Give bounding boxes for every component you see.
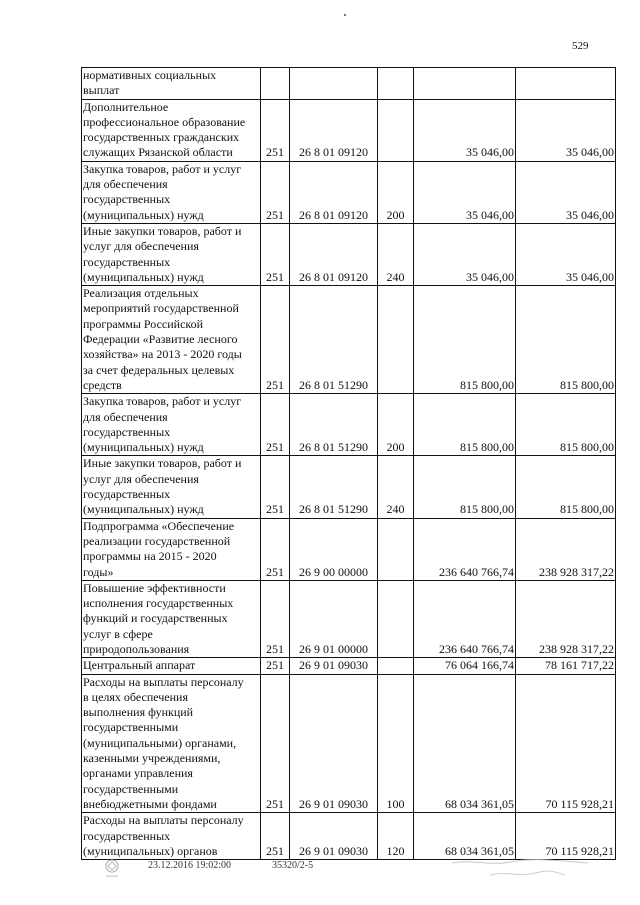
table-row — [82, 68, 616, 100]
page-number: 529 — [572, 40, 589, 52]
cell-sum-2017: 236 640 766,74 — [414, 580, 516, 657]
table-row — [82, 161, 616, 223]
cell-target-article — [290, 68, 378, 100]
cell-admin-code: 251 — [261, 161, 290, 223]
table-row — [82, 674, 616, 813]
cell-target-article: 26 9 01 09030 — [290, 674, 378, 813]
cell-admin-code: 251 — [261, 223, 290, 285]
cell-sum-2017: 815 800,00 — [414, 286, 516, 394]
cell-sum-2018: 70 115 928,21 — [516, 674, 616, 813]
table-row — [82, 99, 616, 161]
cell-sum-2017: 815 800,00 — [414, 456, 516, 518]
footer-code: 35320/2-5 — [272, 860, 314, 871]
scan-dot — [344, 14, 346, 16]
table-row — [82, 394, 616, 456]
cell-sum-2017 — [414, 68, 516, 100]
cell-sum-2018: 70 115 928,21 — [516, 813, 616, 860]
cell-expense-type: 240 — [378, 456, 414, 518]
table-row — [82, 223, 616, 285]
stamp-icon — [102, 857, 122, 879]
cell-admin-code: 251 — [261, 518, 290, 580]
cell-target-article: 26 8 01 51290 — [290, 286, 378, 394]
cell-target-article: 26 9 01 09030 — [290, 813, 378, 860]
cell-sum-2017: 236 640 766,74 — [414, 518, 516, 580]
cell-expense-type: 200 — [378, 394, 414, 456]
budget-table-body — [82, 68, 616, 860]
cell-name: Иные закупки товаров, работ и услуг для обеспечения государственных (муниципальных) нужд — [82, 456, 261, 518]
table-row — [82, 580, 616, 657]
cell-sum-2017: 76 064 166,74 — [414, 658, 516, 674]
cell-name: Подпрограмма «Обеспечение реализации государственной программы на 2015 - 2020 годы» — [82, 518, 261, 580]
cell-target-article: 26 8 01 09120 — [290, 223, 378, 285]
cell-sum-2018: 815 800,00 — [516, 456, 616, 518]
cell-sum-2018 — [516, 68, 616, 100]
cell-target-article: 26 9 01 09030 — [290, 658, 378, 674]
cell-expense-type — [378, 99, 414, 161]
cell-expense-type — [378, 518, 414, 580]
cell-expense-type: 120 — [378, 813, 414, 860]
cell-name: нормативных социальных выплат — [82, 68, 261, 100]
cell-expense-type — [378, 658, 414, 674]
cell-sum-2017: 35 046,00 — [414, 99, 516, 161]
table-row — [82, 518, 616, 580]
cell-target-article: 26 8 01 09120 — [290, 99, 378, 161]
cell-target-article: 26 9 01 00000 — [290, 580, 378, 657]
footer-date: 23.12.2016 19:02:00 — [148, 860, 232, 871]
cell-target-article: 26 8 01 51290 — [290, 456, 378, 518]
budget-table — [81, 67, 616, 860]
cell-admin-code: 251 — [261, 394, 290, 456]
cell-sum-2017: 35 046,00 — [414, 161, 516, 223]
cell-expense-type: 200 — [378, 161, 414, 223]
cell-admin-code: 251 — [261, 813, 290, 860]
table-row — [82, 286, 616, 394]
cell-sum-2017: 68 034 361,05 — [414, 674, 516, 813]
cell-admin-code: 251 — [261, 286, 290, 394]
cell-name: Расходы на выплаты персоналу государственных (муниципальных) органов — [82, 813, 261, 860]
cell-admin-code: 251 — [261, 658, 290, 674]
table-row — [82, 658, 616, 674]
cell-expense-type — [378, 286, 414, 394]
cell-sum-2018: 238 928 317,22 — [516, 518, 616, 580]
cell-sum-2017: 35 046,00 — [414, 223, 516, 285]
cell-sum-2018: 35 046,00 — [516, 99, 616, 161]
cell-sum-2018: 238 928 317,22 — [516, 580, 616, 657]
cell-name: Закупка товаров, работ и услуг для обеспечения государственных (муниципальных) нужд — [82, 394, 261, 456]
cell-admin-code: 251 — [261, 674, 290, 813]
cell-name: Расходы на выплаты персоналу в целях обеспечения выполнения функций государственными (муниципальными) органами, казенными учреждениями, органами управления государственными внебюджетными фондами — [82, 674, 261, 813]
cell-sum-2018: 35 046,00 — [516, 161, 616, 223]
cell-name: Центральный аппарат — [82, 658, 261, 674]
cell-sum-2017: 68 034 361,05 — [414, 813, 516, 860]
cell-target-article: 26 8 01 51290 — [290, 394, 378, 456]
table-row — [82, 456, 616, 518]
cell-admin-code: 251 — [261, 580, 290, 657]
cell-name: Реализация отдельных мероприятий государственной программы Российской Федерации «Развитие лесного хозяйства» на 2013 - 2020 годы за счет федеральных целевых средств — [82, 286, 261, 394]
cell-sum-2018: 815 800,00 — [516, 394, 616, 456]
cell-sum-2018: 815 800,00 — [516, 286, 616, 394]
cell-admin-code — [261, 68, 290, 100]
cell-expense-type: 240 — [378, 223, 414, 285]
cell-name: Закупка товаров, работ и услуг для обеспечения государственных (муниципальных) нужд — [82, 161, 261, 223]
cell-expense-type — [378, 68, 414, 100]
cell-expense-type — [378, 580, 414, 657]
faint-signature-mark — [450, 857, 590, 881]
table-row — [82, 813, 616, 860]
cell-admin-code: 251 — [261, 99, 290, 161]
cell-target-article: 26 9 00 00000 — [290, 518, 378, 580]
cell-sum-2018: 35 046,00 — [516, 223, 616, 285]
cell-name: Иные закупки товаров, работ и услуг для обеспечения государственных (муниципальных) нужд — [82, 223, 261, 285]
cell-name: Повышение эффективности исполнения государственных функций и государственных услуг в сфере природопользования — [82, 580, 261, 657]
cell-target-article: 26 8 01 09120 — [290, 161, 378, 223]
cell-sum-2017: 815 800,00 — [414, 394, 516, 456]
cell-expense-type: 100 — [378, 674, 414, 813]
cell-sum-2018: 78 161 717,22 — [516, 658, 616, 674]
cell-name: Дополнительное профессиональное образование государственных гражданских служащих Рязанской области — [82, 99, 261, 161]
cell-admin-code: 251 — [261, 456, 290, 518]
